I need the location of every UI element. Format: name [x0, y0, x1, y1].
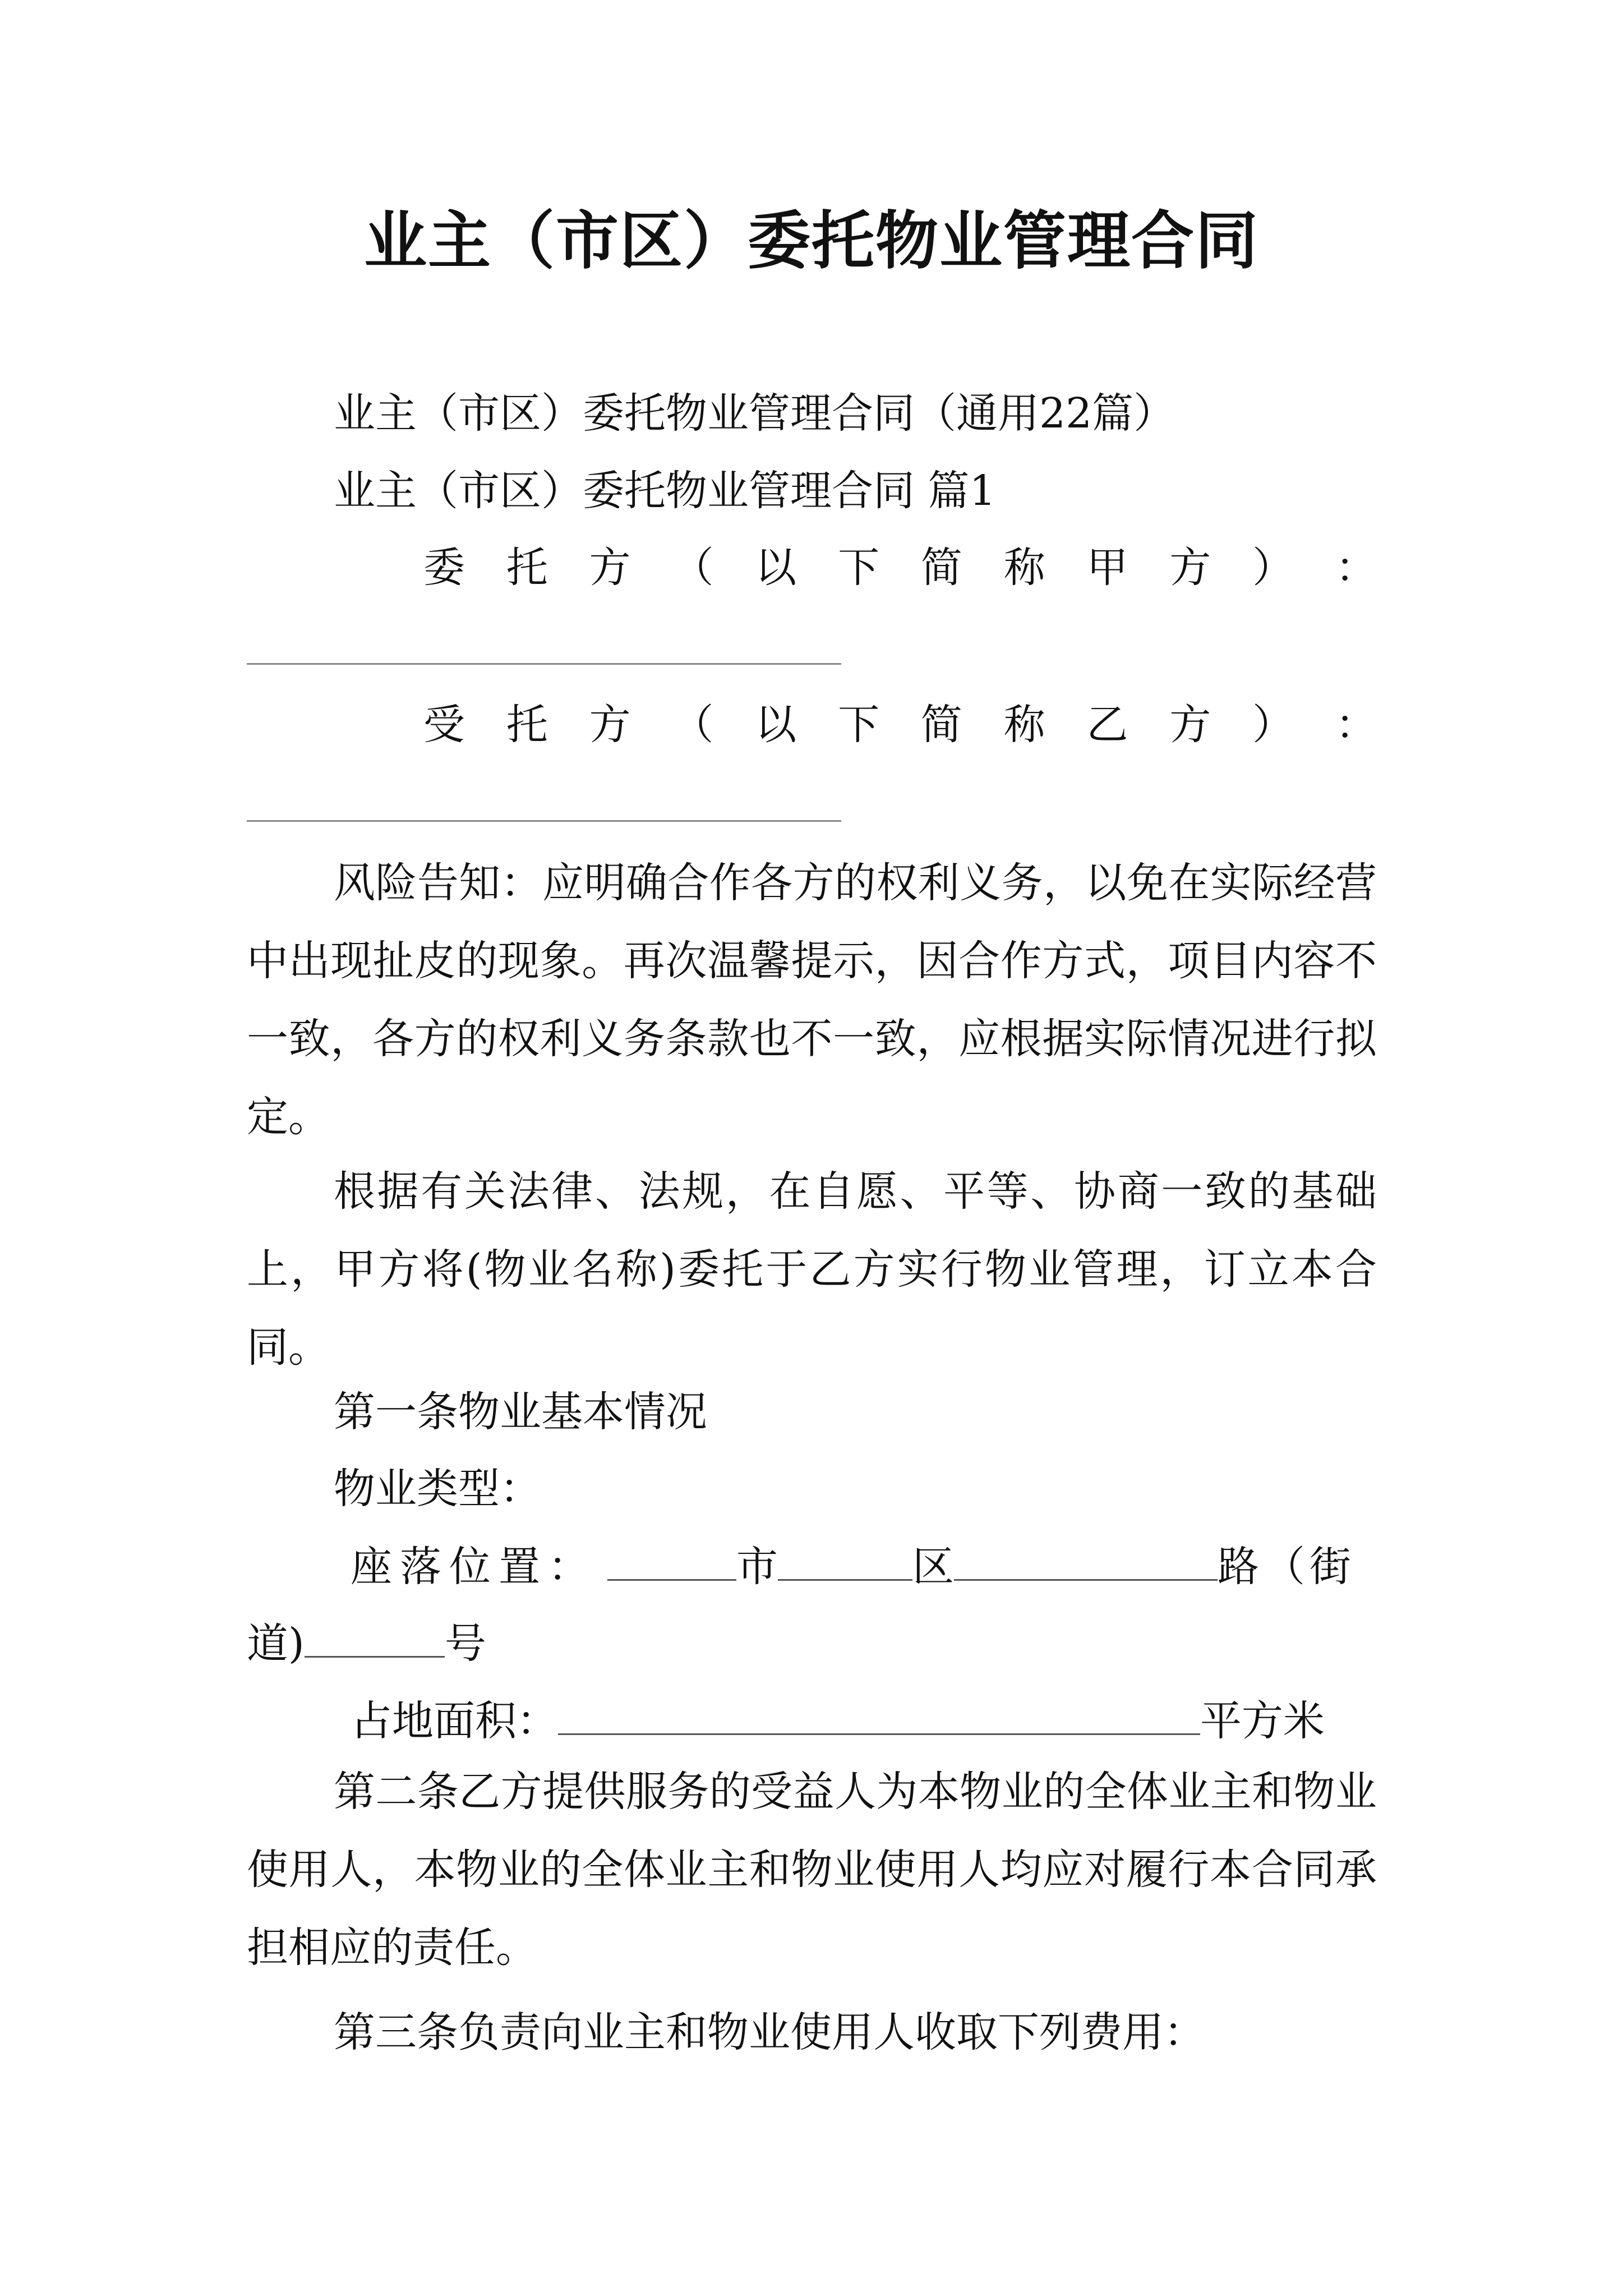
- party-a-char: 甲: [1086, 544, 1128, 592]
- party-a-char: 简: [920, 544, 962, 592]
- location-label: 座落位置：: [351, 1543, 597, 1591]
- party-b-fill-line: [247, 820, 841, 822]
- party-b-char: ）: [1252, 701, 1294, 749]
- city-blank: [607, 1540, 736, 1581]
- party-a-char: 称: [1003, 544, 1045, 592]
- property-type-label: 物业类型：: [334, 1465, 541, 1513]
- party-a-char: 托: [506, 544, 548, 592]
- district-label: 区: [912, 1543, 954, 1591]
- article-3-text: 第三条负责向业主和物业使用人收取下列费用：: [334, 2008, 1205, 2056]
- party-b-char: 称: [1003, 701, 1045, 749]
- article-1-title: 第一条物业基本情况: [334, 1388, 707, 1436]
- party-a-char: 方: [1169, 544, 1211, 592]
- document-title: 业主（市区）委托物业管理合同: [364, 204, 1259, 278]
- party-b-char: 简: [920, 701, 962, 749]
- party-a-char: 下: [838, 544, 880, 592]
- party-b-char: 乙: [1086, 701, 1128, 749]
- party-b-line: [423, 697, 1377, 753]
- location-line: [351, 1539, 1377, 1595]
- party-a-fill-line: [247, 663, 841, 665]
- section-heading: 业主（市区）委托物业管理合同 篇1: [334, 467, 996, 515]
- number-label: 号: [444, 1619, 486, 1668]
- party-b-char: 托: [506, 701, 548, 749]
- party-a-char: ：: [1335, 544, 1377, 592]
- city-label: 市: [736, 1543, 778, 1591]
- district-blank: [778, 1540, 912, 1581]
- preamble-paragraph: 根据有关法律、法规，在自愿、平等、协商一致的基础上，甲方将(物业名称)委托于乙方实行物业管理，订立本合同。: [247, 1167, 1377, 1372]
- party-b-char: 方: [1169, 701, 1211, 749]
- road-blank: [954, 1540, 1218, 1581]
- party-b-char: 受: [423, 701, 465, 749]
- article-2-paragraph: 第二条乙方提供服务的受益人为本物业的全体业主和物业使用人，本物业的全体业主和物业使用人均应对履行本合同承担相应的责任。: [247, 1768, 1377, 1972]
- document-subtitle: 业主（市区）委托物业管理合同（通用22篇）: [334, 389, 1175, 438]
- party-b-char: 方: [589, 701, 631, 749]
- party-b-char: ：: [1335, 701, 1377, 749]
- street-suffix: 道): [247, 1619, 305, 1668]
- road-label: 路（街: [1218, 1543, 1355, 1591]
- party-a-char: （: [672, 544, 714, 592]
- risk-notice-paragraph: 风险告知：应明确合作各方的权利义务，以免在实际经营中出现扯皮的现象。再次温馨提示，因合作方式，项目内容不一致，各方的权利义务条款也不一致，应根据实际情况进行拟定。: [247, 859, 1377, 1141]
- party-a-line: [423, 540, 1377, 596]
- area-line: [351, 1693, 1377, 1749]
- number-blank: [305, 1617, 445, 1658]
- party-b-char: （: [672, 701, 714, 749]
- party-a-char: ）: [1252, 544, 1294, 592]
- area-label: 占地面积：: [351, 1697, 558, 1745]
- area-unit: 平方米: [1200, 1697, 1325, 1745]
- area-blank: [558, 1694, 1200, 1735]
- party-a-char: 方: [589, 544, 631, 592]
- party-a-char: 以: [755, 544, 797, 592]
- party-b-char: 下: [838, 701, 880, 749]
- party-b-char: 以: [755, 701, 797, 749]
- party-a-char: 委: [423, 544, 465, 592]
- street-number-line: [247, 1616, 1273, 1672]
